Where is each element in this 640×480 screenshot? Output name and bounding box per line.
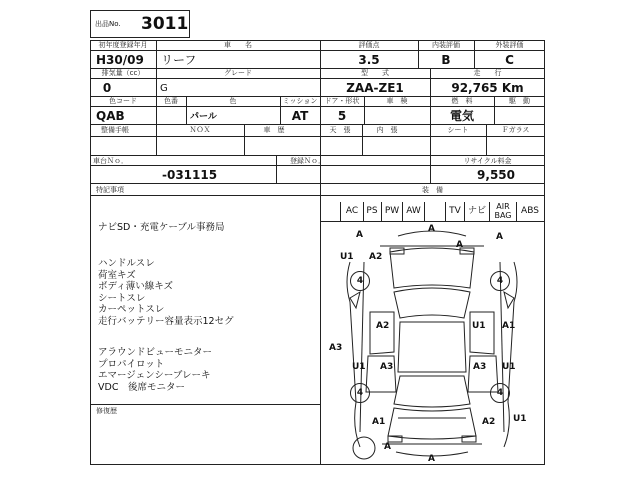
value-exterior: C (505, 53, 514, 67)
mark-right-door-u1: U1 (472, 321, 486, 331)
label-interior-roof: 内 張 (376, 126, 398, 134)
value-interior: B (441, 53, 451, 67)
value-transmission: AT (291, 109, 309, 123)
note-item: 走行バッテリー容量表示12セグ (98, 315, 234, 327)
note-item: エマージェンシーブレーキ (98, 370, 211, 381)
mark-right-quarter-u1: U1 (513, 414, 527, 424)
label-model: 車 名 (224, 41, 252, 49)
mark-left-fender-u1: U1 (340, 252, 354, 262)
mark-left-rear-u1: U1 (352, 362, 366, 372)
value-doors: 5 (337, 109, 347, 123)
mark-left-side-a3: A3 (329, 343, 343, 353)
label-registration: 登録Ｎｏ． (290, 157, 325, 165)
label-exterior: 外装評価 (495, 41, 524, 49)
label-drive: 駆 動 (509, 97, 530, 105)
label-inspection: 車 検 (386, 97, 408, 105)
label-model-code: 型 式 (361, 69, 389, 77)
equip-navi: ナビ (465, 202, 490, 221)
mark-rear-bumper-left: A (384, 442, 391, 452)
value-recycle: 9,550 (477, 168, 515, 182)
mark-right-edge-a1: A1 (502, 321, 516, 331)
lot-box (90, 10, 190, 38)
label-chassis: 車台Ｎｏ． (93, 157, 128, 165)
value-color: パール (190, 112, 217, 122)
mark-rear-left-a1: A1 (372, 417, 386, 427)
value-model: リーフ (161, 53, 197, 67)
equip-abs: ABS (521, 206, 539, 216)
label-glass: Ｆガラス (501, 126, 530, 134)
value-reg-year: H30/09 (96, 53, 144, 67)
label-score: 評価点 (358, 41, 380, 49)
mark-front-center: A (456, 240, 463, 250)
value-score: 3.5 (358, 53, 380, 67)
label-seat: シート (447, 126, 469, 134)
tire-front-left: 4 (350, 271, 370, 291)
notes-header: 特記事項 (96, 186, 124, 194)
value-fuel: 電気 (449, 109, 474, 123)
label-recycle: リサイクル料金 (463, 157, 512, 165)
note-block3 (98, 347, 212, 393)
mark-right-rear-a3: A3 (473, 362, 487, 372)
value-displacement: 0 (102, 81, 112, 95)
value-mileage: 92,765 Km (451, 81, 524, 95)
equip-airbag: AIR BAG (490, 202, 517, 221)
note-item: シートスレ (98, 292, 146, 304)
mark-left-door-a2: A2 (376, 321, 390, 331)
label-displacement: 排気量（cc） (101, 69, 145, 77)
tire-front-right: 4 (490, 271, 510, 291)
car-diagram (320, 222, 545, 465)
mark-left-fender-a2: A2 (369, 252, 383, 262)
label-color-code: 色コード (109, 97, 137, 105)
equip-blank (425, 202, 446, 221)
value-color-code: QAB (96, 109, 125, 123)
mark-left-rear-a3: A3 (380, 362, 394, 372)
note-item: 荷室キズ (98, 269, 136, 281)
note-line1: ナビSD・充電ケーブル事務局 (98, 222, 225, 233)
label-nox: ＮＯＸ (189, 126, 211, 134)
value-grade: G (160, 83, 168, 94)
label-color: 色 (229, 97, 237, 105)
label-reg-year: 初年度登録年月 (98, 41, 148, 49)
label-history: 車 歴 (263, 126, 285, 134)
label-interior: 内装評価 (432, 41, 460, 49)
note-block2 (98, 258, 234, 327)
label-grade: グレード (224, 69, 252, 77)
value-model-code: ZAA-ZE1 (346, 81, 404, 95)
note-item: プロパイロット (98, 358, 165, 370)
equip-aw: AW (403, 202, 425, 221)
note-item: VDC 後席モニター (98, 381, 185, 393)
repair-header: 修復歴 (96, 407, 117, 415)
note-item: ハンドルスレ (98, 258, 155, 269)
mark-rear-right-a2: A2 (482, 417, 496, 427)
equip-ps: PS (363, 202, 382, 221)
label-color-no: 色番 (164, 97, 178, 105)
label-transmission: ミッション (282, 97, 318, 105)
mark-rear-bumper-center: A (428, 454, 435, 464)
mark-right-rear-u1: U1 (502, 362, 516, 372)
equip-pw: PW (382, 202, 403, 221)
label-manual: 整備手帳 (101, 126, 129, 134)
lot-label: 出品No. (95, 20, 121, 28)
note-item: カーペットスレ (98, 304, 165, 315)
label-fuel: 燃 料 (451, 97, 473, 105)
label-roof: 天 張 (329, 126, 351, 134)
note-item: ボディ薄い線キズ (98, 281, 174, 292)
note-item: アラウンドビューモニター (98, 347, 213, 358)
mark-front-right: A (496, 232, 503, 242)
equip-tv: TV (446, 202, 465, 221)
tire-rear-right: 4 (490, 383, 510, 403)
equip-ac: AC (340, 202, 364, 221)
value-chassis: -031115 (162, 168, 218, 182)
label-doors: ドア・形状 (324, 97, 360, 105)
lot-number: 3011 (141, 14, 189, 34)
mark-front-bumper: A (428, 224, 435, 234)
label-mileage: 走 行 (473, 69, 502, 77)
equipment-header: 装 備 (422, 186, 443, 194)
tire-rear-left: 4 (350, 383, 370, 403)
mark-front-left: A (356, 230, 363, 240)
